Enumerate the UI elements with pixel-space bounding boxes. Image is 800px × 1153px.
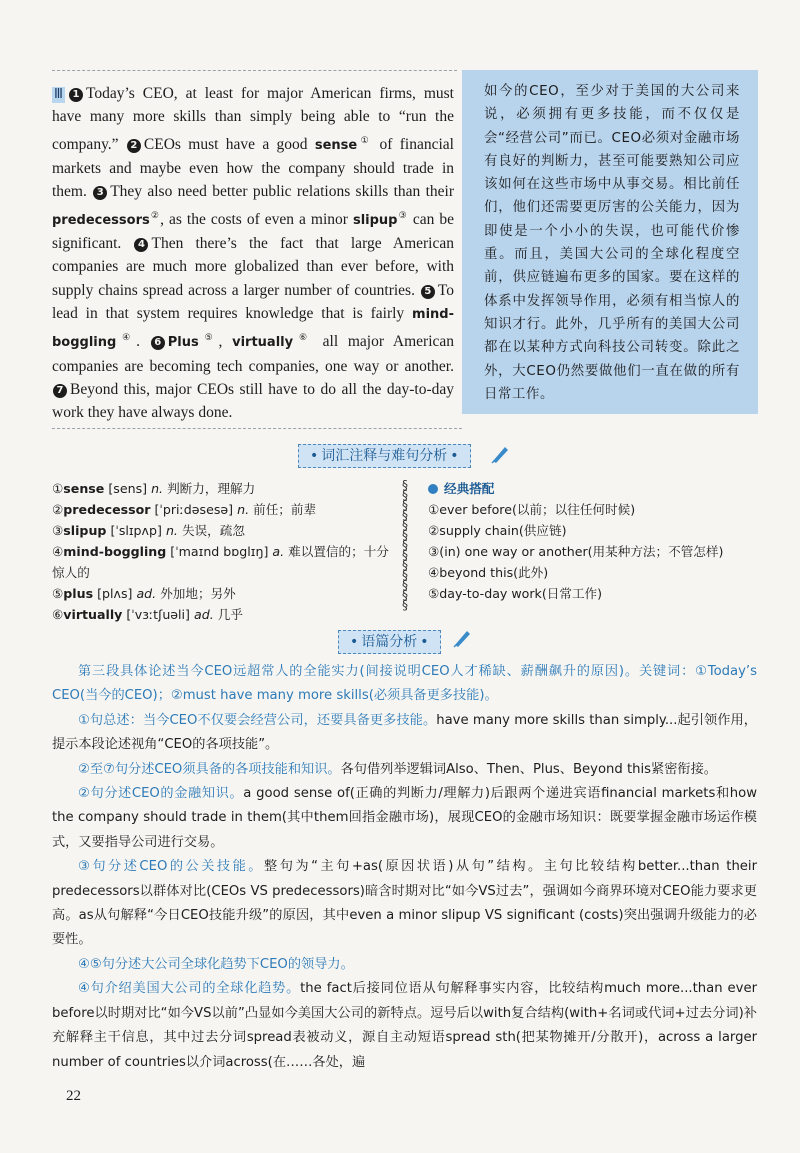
collocation-item: ⑤day-to-day work(日常工作) bbox=[428, 586, 603, 601]
vocab-word-mind-boggling: mind-boggling bbox=[52, 306, 455, 351]
sentence-5a: To lead in that system requires knowledge that is fairly bbox=[52, 281, 455, 322]
sentence-number: 2 bbox=[127, 139, 141, 153]
paragraph-marker: Ⅲ bbox=[54, 87, 63, 102]
passage-top-rule bbox=[52, 70, 457, 71]
wavy-divider: § § § § § § § § § § § § § bbox=[402, 478, 408, 612]
analysis-paragraph: ④句介绍美国大公司的全球化趋势。the fact后接同位语从句解释事实内容，比较结构much more...than ever before以时期对比“如今VS以前”凸显如今美国大公司的新特点。逗号后以with复合结构(with+名词或代词+过去分词)补充解释主干信息，其中过去分词spread表被动义，源自主动短语spread sth(把某物摊开/分散开)，across a larger number of countries以介词across(在……各处，遍 bbox=[52, 981, 757, 1070]
bullet-icon bbox=[428, 484, 438, 494]
analysis-paragraph: ④⑤句分述大公司全球化趋势下CEO的领导力。 bbox=[78, 956, 354, 972]
pen-icon bbox=[452, 628, 472, 648]
discourse-analysis bbox=[52, 660, 757, 1075]
vocab-item: ③slipup [ˈslɪpʌp] n. 失误，疏忽 bbox=[52, 523, 245, 538]
sentence-7: Beyond this, major CEOs still have to do all the day-to-day work they have always done. bbox=[52, 381, 454, 422]
chinese-translation-box bbox=[462, 70, 758, 414]
vocab-word-sense: sense bbox=[314, 137, 358, 153]
analysis-paragraph: ②至⑦句分述CEO须具备的各项技能和知识。各句借列举逻辑词Also、Then、Plus、Beyond this紧密衔接。 bbox=[78, 761, 717, 777]
analysis-paragraph: ③句分述CEO的公关技能。整句为“主句+as(原因状语)从句”结构。主句比较结构better...than their predecessors以群体对比(CEOs VS predecessors)暗含时期对比“如今VS过去”，强调如今商界环境对CEO能力要求更高。as从句解释“今日CEO技能升级”的原因，其中even a minor slipup VS significant (costs)突出强调升级能力的必要性。 bbox=[52, 859, 757, 948]
vocab-word-slipup: slipup bbox=[352, 212, 398, 228]
vocab-section-heading: • 词汇注释与难句分析 • bbox=[298, 444, 471, 468]
collocation-list bbox=[428, 478, 768, 604]
sentence-2b: of financial markets and maybe even how the company should trade in them. bbox=[52, 135, 454, 201]
vocab-item: ⑤plus [plʌs] ad. 外加地；另外 bbox=[52, 586, 236, 601]
vocab-item: ⑥virtually [ˈvɜːtʃuəli] ad. 几乎 bbox=[52, 607, 243, 622]
vocab-item: ②predecessor [ˈpriːdəsesə] n. 前任；前辈 bbox=[52, 502, 317, 517]
analysis-paragraph: ②句分述CEO的金融知识。a good sense of(正确的判断力/理解力)后跟两个递进宾语financial markets和how the company should trade in them(其中them回指金融市场)，展现CEO的金融市场知识：既要掌握金融市场运作模式，又要指导公司进行交易。 bbox=[52, 786, 757, 850]
sentence-number: 1 bbox=[69, 88, 83, 102]
sentence-4: Then there’s the fact that large American companies are much more globalized than ever before, with supply chains spread across a larger number of countries. bbox=[52, 235, 454, 299]
note-ref: ② bbox=[149, 209, 161, 220]
page-number: 22 bbox=[66, 1088, 81, 1104]
note-ref: ⑤ bbox=[198, 332, 219, 343]
analysis-section-heading: • 语篇分析 • bbox=[338, 630, 441, 654]
passage-bottom-rule bbox=[52, 428, 462, 429]
note-ref: ⑥ bbox=[293, 332, 313, 343]
sentence-number: 7 bbox=[53, 384, 67, 398]
sentence-6b: all major American companies are becoming tech companies, one way or another. bbox=[52, 333, 455, 375]
vocab-list bbox=[52, 478, 392, 625]
analysis-heading-text: 语篇分析 bbox=[361, 634, 418, 650]
vocab-word-plus: Plus bbox=[167, 335, 199, 351]
sentence-number: 3 bbox=[93, 186, 107, 200]
pen-icon bbox=[490, 444, 510, 464]
vocab-word-predecessors: predecessors bbox=[52, 212, 150, 228]
collocation-item: ③(in) one way or another(用某种方法；不管怎样) bbox=[428, 544, 724, 559]
sentence-number: 4 bbox=[134, 238, 148, 252]
sentence-3c: can be significant. bbox=[52, 210, 455, 253]
sentence-2a: CEOs must have a good bbox=[143, 135, 308, 153]
vocab-item: ④mind-boggling [ˈmaɪnd bɒglɪŋ] a. 难以置信的；十分惊人的 bbox=[52, 544, 389, 580]
collocation-heading: 经典搭配 bbox=[428, 478, 768, 499]
collocation-item: ②supply chain(供应链) bbox=[428, 523, 567, 538]
sentence-1: Today’s CEO, at least for major American firms, must have many more skills than simply being able to “run the company.” bbox=[52, 85, 454, 153]
sentence-3a: They also need better public relations skills than their bbox=[110, 183, 455, 201]
vocab-word-virtually: virtually bbox=[232, 335, 294, 351]
note-ref: ③ bbox=[397, 209, 408, 220]
sentence-number: 6 bbox=[151, 336, 165, 350]
sentence-3b: , as the costs of even a minor bbox=[160, 210, 348, 228]
vocab-heading-text: 词汇注释与难句分析 bbox=[321, 448, 448, 464]
analysis-summary: 第三段具体论述当今CEO远超常人的全能实力(间接说明CEO人才稀缺、薪酬飙升的原因)。关键词：①Today’s CEO(当今的CEO)；②must have many more skills(必须具备更多技能)。 bbox=[52, 664, 757, 704]
collocation-item: ①ever before(以前；以往任何时候) bbox=[428, 502, 636, 517]
collocation-item: ④beyond this(此外) bbox=[428, 565, 549, 580]
chinese-translation: 如今的CEO，至少对于美国的大公司来说，必须拥有更多技能，而不仅仅是会“经营公司”而已。CEO必须对金融市场有良好的判断力，甚至可能要熟知公司应该如何在这些市场中从事交易。相比前任们，他们还需要更厉害的公关能力，因为即使是一个小小的失误，也可能代价惨重。而且，美国大公司的全球化程度空前，供应链遍布更多的国家。要在这样的体系中发挥领导作用，必须有相当惊人的知识才行。此外，几乎所有的美国大公司都在以某种方式向科技公司转变。除此之外，大CEO仍然要做他们一直在做的所有日常工作。 bbox=[484, 84, 740, 402]
vocab-item: ①sense [sens] n. 判断力，理解力 bbox=[52, 481, 256, 496]
sentence-number: 5 bbox=[421, 285, 435, 299]
analysis-paragraph: ①句总述：当今CEO不仅要会经营公司，还要具备更多技能。have many more skills than simply...起引领作用，提示本段论述视角“CEO的各项技能”。 bbox=[52, 712, 757, 753]
note-ref: ① bbox=[357, 134, 373, 145]
english-passage: Ⅲ 1 Today’s CEO, at least for major American firms, must have many more skills than simply being able to “run the company.” 2 CEOs must have a good sense① of financial markets and maybe even how the company should trade in them. 3 They also need better public relations skills than their predecessors②, as the costs of even a minor slipup③ can be significant. 4 Then there’s the fact that large American companies are much more globalized than ever before, with supply chains spread across a larger number of countries. 5 To lead in that system requires knowledge that is fairly mind-boggling④. 6 Plus⑤, virtually⑥ all major American companies are becoming tech companies, one way or another. 7 Beyond this, major CEOs still have to do all the day-to-day work they have always done. bbox=[52, 85, 455, 422]
note-ref: ④ bbox=[116, 332, 137, 343]
